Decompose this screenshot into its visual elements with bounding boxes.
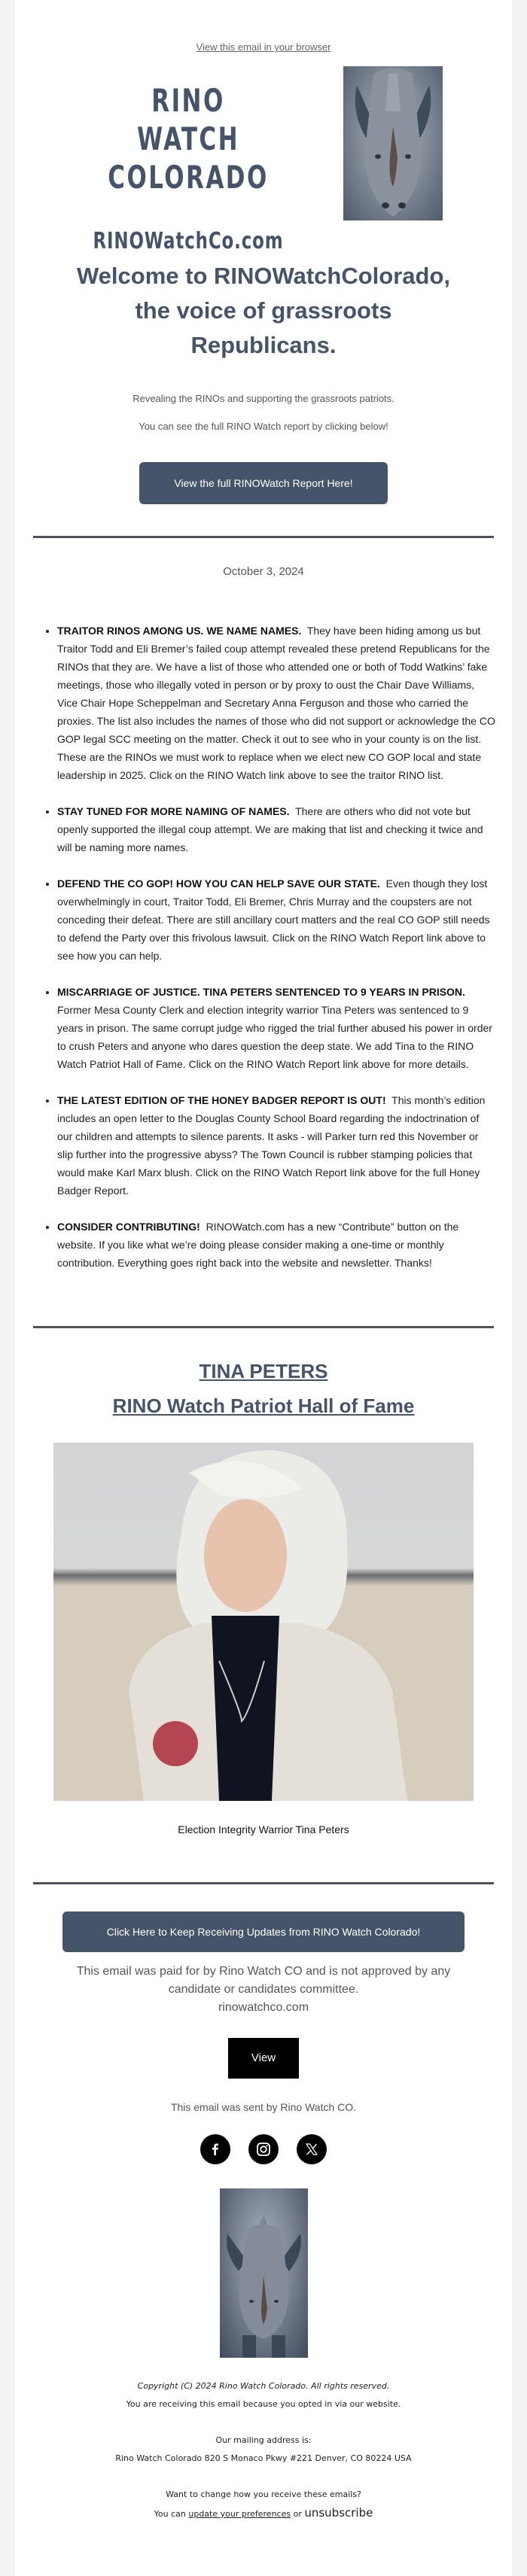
brand-title [96, 81, 281, 196]
brand-title-line1: RINO WATCH [136, 82, 240, 157]
view-report-button[interactable]: View the full RINOWatch Report Here! [139, 462, 388, 504]
facebook-link[interactable] [200, 2134, 230, 2164]
rhino-footer-image [220, 2188, 308, 2358]
section-divider [33, 1326, 494, 1328]
news-heading: THE LATEST EDITION OF THE HONEY BADGER REPORT IS OUT! [57, 1094, 386, 1106]
tagline: Revealing the RINOs and supporting the grassroots patriots. [133, 393, 394, 404]
x-icon [304, 2142, 319, 2157]
view-in-browser-link[interactable]: View this email in your browser [196, 41, 331, 53]
rhino-icon [220, 2188, 308, 2358]
hall-of-fame-title: RINO Watch Patriot Hall of Fame [112, 1394, 415, 1417]
news-heading: TRAITOR RINOS AMONG US. WE NAME NAMES. [57, 625, 302, 637]
or-text: or [291, 2509, 305, 2519]
preferences-line [15, 2504, 512, 2523]
news-heading: MISCARRIAGE OF JUSTICE. TINA PETERS SENTENCED TO 9 YEARS IN PRISON. [57, 986, 465, 998]
x-link[interactable] [297, 2134, 327, 2164]
email-body [15, 0, 512, 2576]
issue-date: October 3, 2024 [223, 565, 304, 578]
brand-url: RINOWatchCo.com [93, 228, 284, 254]
news-body: Even though they lost overwhelmingly in court, Traitor Todd, Eli Bremer, Chris Murray and the coupsters are not conceding their defeat. There are still ancillary court matters and the real CO GOP still needs to defend the Party over this frivolous lawsuit. Click on the RINO Watch Report link above to see how you can help. [57, 877, 490, 962]
rhino-icon [343, 66, 443, 220]
update-preferences-link[interactable]: update your preferences [188, 2509, 291, 2519]
tina-peters-photo [53, 1443, 474, 1801]
sent-by-text: This email was sent by Rino Watch CO. [170, 2101, 357, 2113]
news-item [57, 622, 495, 784]
news-heading: STAY TUNED FOR MORE NAMING OF NAMES. [57, 805, 290, 817]
instagram-link[interactable] [248, 2134, 279, 2164]
view-button[interactable]: View [228, 2038, 299, 2079]
news-item [57, 1091, 495, 1200]
you-can-text: You can [154, 2509, 189, 2519]
news-body: Former Mesa County Clerk and election integrity warrior Tina Peters was sentenced to 9 years in prison. The same corrupt judge who rigged the trial further abused his power in order to crush Peters and anyone who dares question the deep state. We add Tina to the RINO Watch Patriot Hall of Fame. Click on the RINO Watch Report link above for more details. [57, 1004, 492, 1070]
news-item [57, 983, 495, 1073]
hall-of-fame-heading [15, 1354, 512, 1423]
copyright: Copyright (C) 2024 Rino Watch Colorado. All rights reserved. [137, 2381, 390, 2391]
portrait-illustration [53, 1443, 474, 1801]
news-heading: CONSIDER CONTRIBUTING! [57, 1221, 200, 1233]
paid-for-text: This email was paid for by Rino Watch CO and is not approved by any candidate or candidates committee. [76, 1965, 451, 1996]
report-button-wrap [15, 462, 512, 504]
updates-button-wrap [15, 1911, 512, 1952]
view-in-browser [15, 0, 512, 53]
news-body: They have been hiding among us but Traitor Todd and Eli Bremer’s failed coup attempt revealed these pretend Republicans for the RINOs that they are. We have a list of those who attended one or both of Todd Watkins’ fake meetings, those who illegally voted in person or by proxy to oust the Chair Dave Williams, Vice Chair Hope Scheppelman and Secretary Anna Ferguson and those who carried the proxies. The list also includes the names of those who did not support or acknowledge the CO GOP legal SCC meeting on the matter. Check it out to see who in your county is on the list. These are the RINOs we must work to replace when we elect new CO GOP local and state leadership in 2025. Click on the RINO Watch link above to see the traitor RINO list. [57, 625, 495, 781]
unsubscribe-link[interactable]: unsubscribe [304, 2506, 373, 2520]
news-item [57, 874, 495, 965]
brand-logo [75, 66, 301, 254]
brand-title-line2: COLORADO [108, 159, 269, 196]
email-footer [15, 2377, 512, 2523]
news-body: RINOWatch.com has a new “Contribute” button on the website. If you like what we’re doing please consider making a one-time or monthly contribution. Everything goes right back into the website and newsletter. Thanks! [57, 1221, 459, 1269]
news-body: This month’s edition includes an open letter to the Douglas County School Board regarding the indoctrination of our children and attempts to silence parents. It asks - will Parker turn red this November or slip further into the progressive abyss? The Town Council is rubber stamping policies that would make Karl Marx blush. Click on the RINO Watch Report link above for the full Honey Badger Report. [57, 1094, 486, 1197]
news-list [44, 622, 495, 1272]
keep-receiving-updates-button[interactable]: Click Here to Keep Receiving Updates from RINO Watch Colorado! [62, 1911, 465, 1952]
mailing-address: Rino Watch Colorado 820 S Monaco Pkwy #221 Denver, CO 80224 USA [115, 2453, 412, 2463]
facebook-icon [208, 2142, 223, 2157]
section-divider [33, 1882, 494, 1884]
news-heading: DEFEND THE CO GOP! HOW YOU CAN HELP SAVE OUR STATE. [57, 877, 380, 890]
photo-caption: Election Integrity Warrior Tina Peters [178, 1823, 349, 1835]
instagram-icon [255, 2141, 272, 2158]
view-button-wrap [15, 2038, 512, 2079]
news-item [57, 1218, 495, 1272]
news-body: There are others who did not vote but openly supported the illegal coup attempt. We are making that list and checking it twice and will be naming more names. [57, 805, 483, 853]
paid-for-disclaimer [60, 1963, 467, 2017]
hall-of-fame-name: TINA PETERS [199, 1360, 328, 1382]
change-preferences-question: Want to change how you receive these emails? [166, 2489, 361, 2499]
rhino-portrait-image [343, 66, 443, 220]
social-links [15, 2134, 512, 2164]
paid-for-site: rinowatchco.com [218, 2001, 309, 2014]
section-divider [33, 536, 494, 538]
email-header [15, 66, 512, 254]
news-item [57, 802, 495, 856]
mailing-address-label: Our mailing address is: [215, 2435, 312, 2445]
opt-in-notice: You are receiving this email because you opted in via our website. [126, 2399, 401, 2409]
report-cta-text: You can see the full RINO Watch report by clicking below! [139, 421, 388, 432]
welcome-heading: Welcome to RINOWatchColorado, the voice of grassroots Republicans. [76, 263, 451, 358]
